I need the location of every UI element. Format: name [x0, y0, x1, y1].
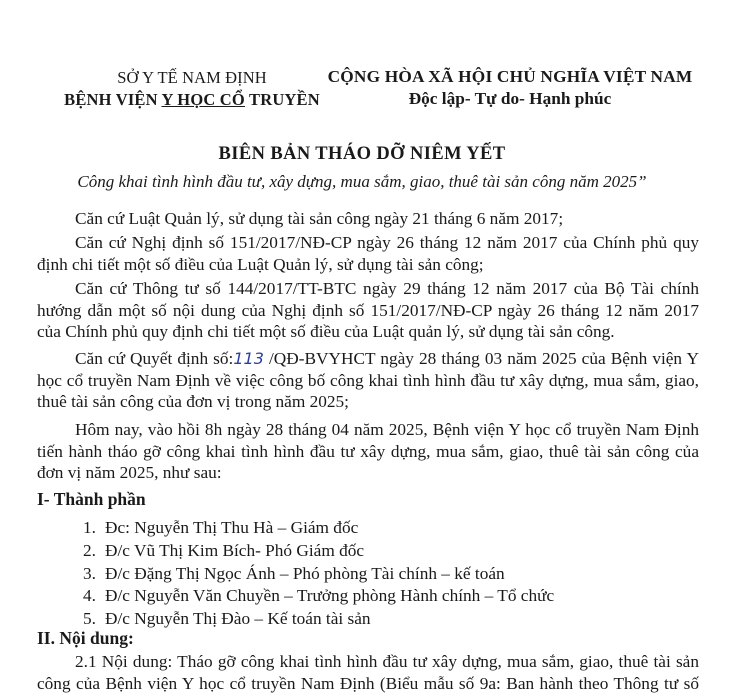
member-item: 1. Đc: Nguyễn Thị Thu Hà – Giám đốc	[83, 518, 359, 537]
content-paragraph: 2.1 Nội dung: Tháo gỡ công khai tình hình đầu tư xây dựng, mua sắm, giao, thuê tài sản công của Bệnh viện Y học cổ truyền Nam Định (Biểu mẫu số 9a: Ban hành theo Thông tư số	[37, 652, 699, 693]
ministry-name: SỞ Y TẾ NAM ĐỊNH	[117, 68, 267, 87]
nation-name: CỘNG HÒA XÃ HỘI CHỦ NGHĨA VIỆT NAM	[327, 67, 693, 86]
document-subtitle: Công khai tình hình đầu tư, xây dựng, mua sắm, giao, thuê tài sản công năm 2025”	[77, 172, 647, 191]
basis-paragraph-4: Căn cứ Quyết định số:113 /QĐ-BVYHCT ngày 28 tháng 03 năm 2025 của Bệnh viện Y học cổ truyền Nam Định về việc công bố công khai tình hình đầu tư xây dựng, mua sắm, giao, thuê tài sản công của đơn vị trong năm 2025;	[37, 349, 699, 411]
handwritten-decision-number: 113	[233, 349, 264, 368]
hospital-name: BỆNH VIỆN Y HỌC CỔ TRUYỀN	[64, 89, 320, 109]
basis-paragraph-1: Căn cứ Luật Quản lý, sử dụng tài sản công ngày 21 tháng 6 năm 2017;	[75, 209, 564, 228]
member-item: 5. Đ/c Nguyễn Thị Đào – Kế toán tài sản	[83, 609, 371, 628]
document-title: BIÊN BẢN THÁO DỠ NIÊM YẾT	[218, 144, 506, 164]
member-item: 2. Đ/c Vũ Thị Kim Bích- Phó Giám đốc	[83, 541, 365, 560]
motto: Độc lập- Tự do- Hạnh phúc	[408, 88, 612, 108]
national-motto-block	[290, 66, 730, 109]
meeting-paragraph: Hôm nay, vào hồi 8h ngày 28 tháng 04 năm 2025, Bệnh viện Y học cổ truyền Nam Định tiến hành tháo gỡ công khai tình hình đầu tư xây dựng, mua sắm, giao, thuê tài sản công của đơn vị năm 2025, như sau:	[37, 420, 699, 482]
section-2-heading: II. Nội dung:	[37, 628, 134, 648]
member-item: 3. Đ/c Đặng Thị Ngọc Ánh – Phó phòng Tài chính – kế toán	[83, 564, 505, 583]
section-1-heading: I- Thành phần	[37, 489, 146, 509]
member-item: 4. Đ/c Nguyễn Văn Chuyền – Trưởng phòng Hành chính – Tổ chức	[83, 586, 555, 605]
basis-paragraph-3: Căn cứ Thông tư số 144/2017/TT-BTC ngày 29 tháng 12 năm 2017 của Bộ Tài chính hướng dẫn một số nội dung của Nghị định số 151/2017/NĐ-CP ngày 26 tháng 12 năm 2017 của Chính phủ quy định chi tiết một số điều của Luật quản lý, sử dụng tài sản công.	[37, 279, 699, 341]
basis-paragraph-2: Căn cứ Nghị định số 151/2017/NĐ-CP ngày 26 tháng 12 năm 2017 của Chính phủ quy định chi tiết một số điều của Luật Quản lý, sử dụng tài sản công;	[37, 233, 699, 274]
